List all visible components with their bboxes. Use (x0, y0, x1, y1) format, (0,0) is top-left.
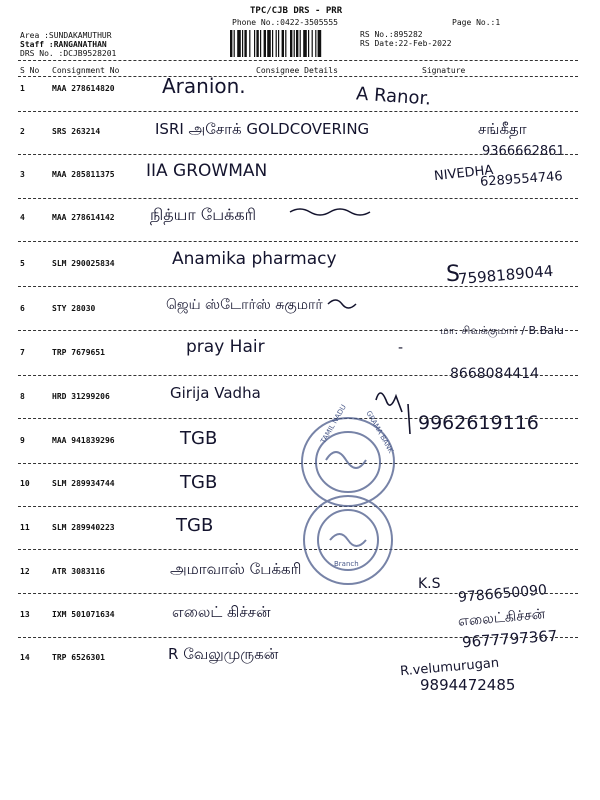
row-consignment: SLM 289940223 (52, 523, 115, 532)
row-phone: 9677797367 (461, 626, 558, 652)
row-signature: R.velumurugan (399, 655, 500, 680)
row-signature: NIVEDHA (433, 162, 494, 185)
row-consignment: MAA 278614142 (52, 213, 115, 222)
row-consignee: Girija Vadha (170, 384, 261, 402)
row-phone: 9962619116 (418, 412, 539, 434)
row-consignment: MAA 278614820 (52, 84, 115, 93)
row-consignment: MAA 941839296 (52, 436, 115, 445)
col-consignee: Consignee Details (256, 66, 338, 75)
row-consignee: நித்யா பேக்கரி (150, 205, 257, 224)
row-sno: 3 (20, 170, 25, 179)
row-consignee: TGB (176, 515, 214, 536)
row-sno: 1 (20, 84, 25, 93)
report-title: TPC/CJB DRS - PRR (250, 6, 343, 16)
row-consignment: STY 28030 (52, 304, 96, 313)
row-sno: 8 (20, 392, 25, 401)
row-consignee: R வேலுமுருகன் (168, 645, 279, 663)
col-sno: S No (20, 66, 40, 75)
row-consignment: TRP 6526301 (52, 653, 105, 662)
drs-number: DRS No. :DCJB9528201 (20, 49, 117, 58)
row-signature: K.S (418, 576, 441, 592)
row-consignment: SLM 290025834 (52, 259, 115, 268)
rs-date: RS Date:22-Feb-2022 (360, 39, 452, 48)
staff-label: Staff :RANGANATHAN (20, 40, 107, 49)
row-consignment: SLM 289934744 (52, 479, 115, 488)
row-consignee: ஜெய் ஸ்டோர்ஸ் சுகுமார் (166, 297, 323, 313)
col-signature: Signature (422, 66, 466, 75)
row-phone: 6289554746 (479, 169, 564, 190)
row-consignment: IXM 501071634 (52, 610, 115, 619)
row-phone: 7598189044 (457, 261, 555, 289)
row-consignee: pray Hair (186, 337, 265, 357)
row-sno: 14 (20, 653, 30, 662)
row-consignee: TGB (180, 428, 218, 449)
row-signature: மா. சிவக்குமார் / B.Balu (440, 324, 564, 337)
row-sno: 10 (20, 479, 30, 488)
row-sno: 13 (20, 610, 30, 619)
row-sno: 11 (20, 523, 30, 532)
row-sno: 5 (20, 259, 25, 268)
row-phone: 9366662861 (482, 144, 565, 159)
row-signature: சங்கீதா (478, 120, 527, 138)
row-sno: 6 (20, 304, 25, 313)
row-consignment: HRD 31299206 (52, 392, 110, 401)
row-sno: 4 (20, 213, 25, 222)
stamp-text-3: Branch (334, 560, 359, 568)
stamp-text-1: TAMIL NADU (319, 403, 348, 445)
row-phone: 9786650090 (457, 582, 548, 606)
row-consignment: TRP 7679651 (52, 348, 105, 357)
row-consignee: எலைட் கிச்சன் (172, 603, 271, 621)
row-phone: 9894472485 (420, 676, 516, 694)
row-dash: - (398, 340, 404, 356)
row-consignment: ATR 3083116 (52, 567, 105, 576)
row-consignee: IIA GROWMAN (146, 161, 268, 181)
area-label: Area :SUNDAKAMUTHUR (20, 31, 112, 40)
row-consignee: Aranion. (162, 74, 246, 98)
row-consignment: MAA 285811375 (52, 170, 115, 179)
row-signature: A Ranor. (355, 83, 432, 110)
row-signature: S (446, 262, 460, 287)
row-sno: 7 (20, 348, 25, 357)
row-consignee: ISRI அசோக் GOLDCOVERING (155, 120, 370, 138)
row-sno: 12 (20, 567, 30, 576)
phone-number: Phone No.:0422-3505555 (232, 18, 338, 27)
row-consignee: அமாவாஸ் பேக்கரி (170, 560, 302, 578)
row-sno: 2 (20, 127, 25, 136)
row-consignee: TGB (180, 472, 218, 493)
row-consignment: SRS 263214 (52, 127, 101, 136)
rs-number: RS No.:895282 (360, 30, 423, 39)
page-number: Page No.:1 (452, 18, 501, 27)
stamp-text-2: GRAMA BANK (364, 409, 395, 455)
row-consignee: Anamika pharmacy (172, 249, 337, 269)
row-sno: 9 (20, 436, 25, 445)
col-consignment: Consignment No (52, 66, 120, 75)
row-phone: 8668084414 (450, 366, 540, 382)
row-signature: எலைட்கிச்சன் (457, 606, 546, 630)
